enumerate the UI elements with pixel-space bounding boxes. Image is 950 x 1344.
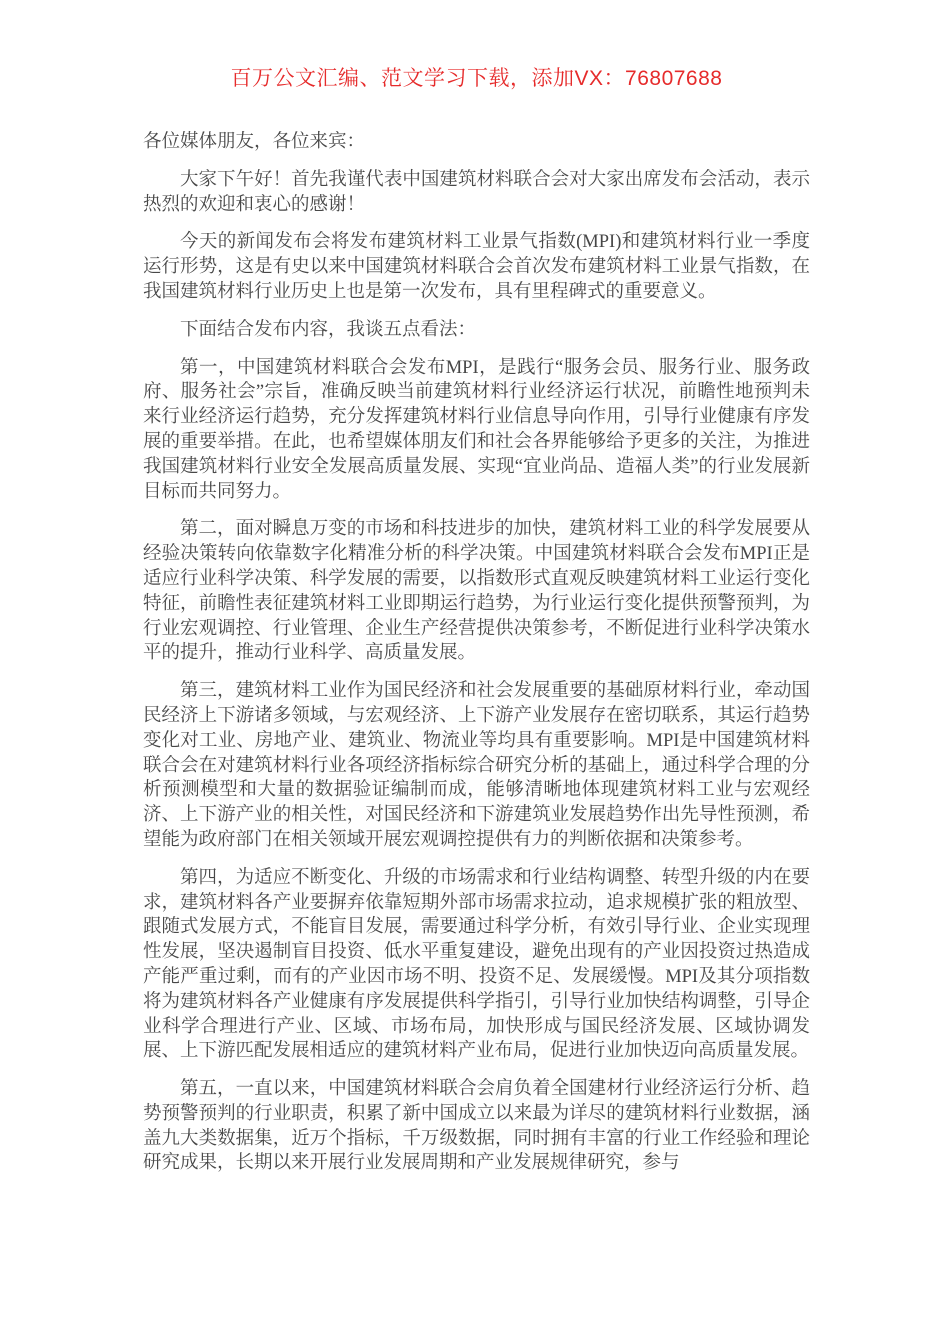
point-2-paragraph: 第二，面对瞬息万变的市场和科技进步的加快，建筑材料工业的科学发展要从经验决策转向依靠数字化精准分析的科学决策。中国建筑材料联合会发布MPI正是适应行业科学决策、科学发展的需要，以指数形式直观反映建筑材料工业运行变化特征，前瞻性表征建筑材料工业即期运行趋势，为行业运行变化提供预警预判，为行业宏观调控、行业管理、企业生产经营提供决策参考，不断促进行业科学决策水平的提升，推动行业科学、高质量发展。 [143, 519, 810, 664]
intro-paragraph: 下面结合发布内容，我谈五点看法： [180, 319, 477, 340]
promo-banner-text: 百万公文汇编、范文学习下载，添加VX：76807688 [230, 67, 723, 90]
point-4-paragraph: 第四，为适应不断变化、升级的市场需求和行业结构调整、转型升级的内在要求，建筑材料各产业要摒弃依靠短期外部市场需求拉动，追求规模扩张的粗放型、跟随式发展方式，不能盲目发展，需要通过科学分析，有效引导行业、企业实现理性发展，坚决遏制盲目投资、低水平重复建设，避免出现有的产业因投资过热造成产能严重过剩，而有的产业因市场不明、投资不足、发展缓慢。MPI及其分项指数将为建筑材料各产业健康有序发展提供科学指引，引导行业加快结构调整，引导企业科学合理进行产业、区域、市场布局，加快形成与国民经济发展、区域协调发展、上下游匹配发展相适应的建筑材料产业布局，促进行业加快迈向高质量发展。 [143, 867, 810, 1062]
point-5-paragraph: 第五，一直以来，中国建筑材料联合会肩负着全国建材行业经济运行分析、趋势预警预判的行业职责，积累了新中国成立以来最为详尽的建筑材料行业数据，涵盖九大类数据集，近万个指标，千万级数据，同时拥有丰富的行业工作经验和理论研究成果，长期以来开展行业发展周期和产业发展规律研究，参与 [143, 1079, 810, 1174]
document-body [143, 130, 810, 1176]
salutation: 各位媒体朋友，各位来宾： [143, 132, 366, 152]
point-3-paragraph: 第三，建筑材料工业作为国民经济和社会发展重要的基础原材料行业，牵动国民经济上下游诸多领域，与宏观经济、上下游产业发展存在密切联系，其运行趋势变化对工业、房地产业、建筑业、物流业等均具有重要影响。MPI是中国建筑材料联合会在对建筑材料行业各项经济指标综合研究分析的基础上，通过科学合理的分析预测模型和大量的数据验证编制而成，能够清晰地体现建筑材料工业与宏观经济、上下游产业的相关性，对国民经济和下游建筑业发展趋势作出先导性预测，希望能为政府部门在相关领域开展宏观调控提供有力的判断依据和决策参考。 [143, 681, 810, 850]
point-1-paragraph: 第一，中国建筑材料联合会发布MPI，是践行“服务会员、服务行业、服务政府、服务社会”宗旨，准确反映当前建筑材料行业经济运行状况，前瞻性地预判未来行业经济运行趋势，充分发挥建筑材料行业信息导向作用，引导行业健康有序发展的重要举措。在此，也希望媒体朋友们和社会各界能够给予更多的关注，为推进我国建筑材料行业安全发展高质量发展、实现“宜业尚品、造福人类”的行业发展新目标而共同努力。 [143, 357, 810, 502]
greeting-paragraph: 大家下午好！首先我谨代表中国建筑材料联合会对大家出席发布会活动，表示热烈的欢迎和衷心的感谢！ [143, 169, 810, 215]
announcement-paragraph: 今天的新闻发布会将发布建筑材料工业景气指数(MPI)和建筑材料行业一季度运行形势，这是有史以来中国建筑材料联合会首次发布建筑材料工业景气指数，在我国建筑材料行业历史上也是第一次发布，具有里程碑式的重要意义。 [143, 232, 810, 302]
